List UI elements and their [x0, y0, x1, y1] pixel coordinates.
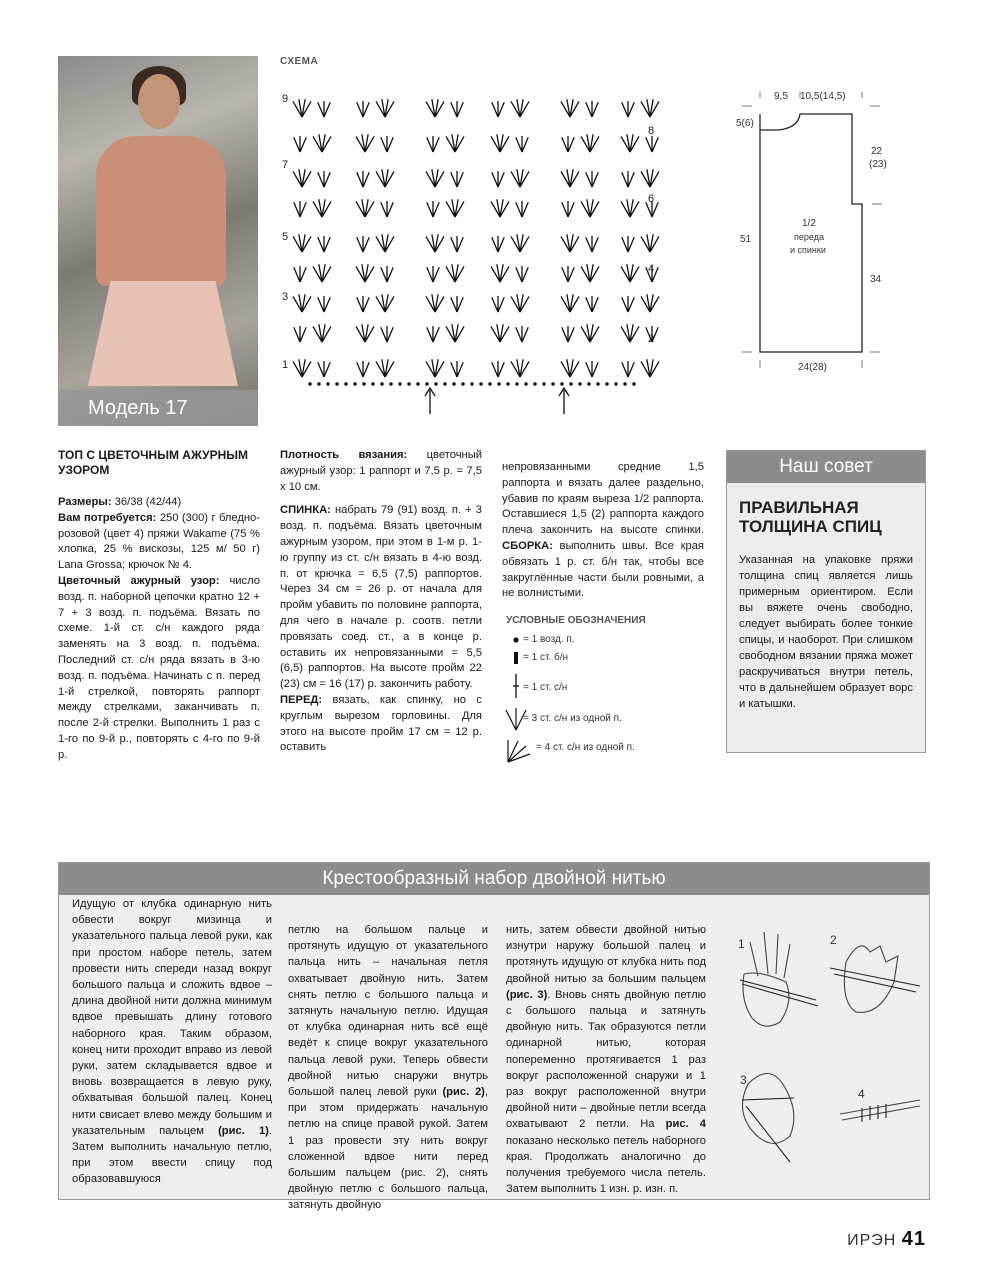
model-top [96, 136, 226, 286]
sizes-label: Размеры: [58, 496, 112, 508]
needle-4-icon [840, 1100, 920, 1120]
pattern-top-right: 10,5(14,5) [800, 91, 846, 102]
row-number-left: 5 [282, 231, 289, 243]
magazine-name: ИРЭН [847, 1232, 897, 1249]
assembly-text: выполнить швы. Все края обвязать 1 р. ст. б/н так, чтобы все закруглённые части были ровными, а не волнистыми. [502, 539, 704, 600]
photo-caption: Модель 17 [58, 390, 258, 426]
row-number-left: 7 [282, 159, 289, 171]
density-label: Плотность вязания: [280, 449, 408, 461]
back-text: набрать 79 (91) возд. п. + 3 возд. п. подъёма. Вязать цветочным ажурным узором, при этом в 1-м р. 1-ю группу из ст. с/н вязать в 4-ю возд. п. от крючка = 6,5 (7,5) раппортов. Через 34 см = 26 р. от начала для пройм убавить по половине раппорта, для чего в начале р. соотв. петли провязать соед. ст., а в конце р. оставить их непровязанными = 5,5 (6,5) раппортов. На высоте пройм 22 (23) см = 16 (17) р. закончить работу. [280, 504, 482, 691]
tip-header: Наш совет [727, 451, 925, 483]
row-number-right: 6 [648, 193, 655, 205]
sc-symbol [514, 652, 518, 664]
assembly-label: СБОРКА: [502, 539, 553, 552]
bottom-col2: петлю на большом пальце и протянуть идущую от указательного пальца нить – начальная петля охватывает двойную нить. Затем снять петлю с большого пальца и затянуть начальную петлю. Идущая от клубка одинарная нить всё ещё ведёт к спице вокруг указательного пальца левой руки. Теперь обвести двойной нитью снаружи внутрь большой палец левой руки (рис. 2), при этом придержать начальную петлю на спице правой рукой. Затем 1 раз провести эту нить вокруг сложенной вдвое нити перед большим пальцем (рис. 2), снять двойную петлю с большого пальца, затянуть двойную [288, 924, 488, 1212]
pattern-center-1: 1/2 [802, 218, 816, 229]
pattern-neck-depth: 5(6) [736, 118, 754, 129]
page-footer [847, 1228, 926, 1251]
hand-1-icon [743, 932, 790, 1026]
pattern-width: 24(28) [798, 362, 827, 373]
row-number-right: 4 [648, 263, 655, 275]
fig-4-label: 4 [858, 1087, 865, 1101]
pattern-armhole: 22 [871, 146, 883, 157]
hand-2-icon [844, 946, 898, 1013]
col3-text: непровязанными средние 1,5 раппорта и вязать далее раздельно, убавив по краям выреза 1/2 раппорта. Оставшиеся 1,5 (2) раппорта каждого плеча закончить на высоте спинки. [502, 461, 704, 537]
dc-symbol [513, 674, 519, 698]
legend-symbols [504, 630, 540, 765]
row-number-right: 8 [648, 125, 655, 137]
sizes-text: 36/38 (42/44) [111, 496, 182, 508]
svg-text:(23): (23) [869, 159, 887, 170]
row-number-right: 2 [648, 333, 655, 345]
tip-title: ПРАВИЛЬНАЯ ТОЛЩИНА СПИЦ [739, 498, 882, 536]
front-text: вязать, как спинку, но с круглым вырезом горловины. Для этого на высоте пройм 17 см = 12 р. оставить [280, 693, 482, 754]
legend-title: УСЛОВНЫЕ ОБОЗНАЧЕНИЯ [506, 615, 646, 626]
fig-1-label: 1 [738, 937, 745, 951]
legend-item-3: = 1 ст. с/н [523, 682, 568, 693]
front-label: ПЕРЕД: [280, 693, 323, 706]
row-number-left: 9 [282, 93, 289, 105]
pattern-diagram [730, 86, 900, 376]
pattern-top-left: 9,5 [774, 91, 788, 102]
legend-item-5: = 4 ст. с/н из одной п. [536, 742, 635, 753]
need-label: Вам потребуется: [58, 511, 157, 524]
tip-text: Указанная на упаковке пряжи толщина спиц является лишь примерным ориентиром. Если вы вяжете очень свободно, следует выбирать более тонкие спицы, и наоборот. При слишком свободном вязании пряжа может раскручиваться внутри петель, что в дальнейшем образует ворс и катышки. [739, 554, 913, 710]
back-label: СПИНКА: [280, 504, 331, 517]
bottom-col1: Идущую от клубка одинарную нить обвести вокруг мизинца и указательного пальца левой руки, как при простом наборе петель, затем провести нить спереди назад вокруг большого пальца и сложить вдвое – длина двойной нити должна минимум вдвое превышать длину готового наборного края. Таким образом, конец нити проходит вправо из левой руки, затем складывается вдвое и вновь возвращается в левую руку, обхватывая большой палец. Конец нити свисает влево между большим и указательным пальцем (рис. 1). Затем выполнить начальную петлю, при этом ввести спицу под образовавшуюся [72, 898, 272, 1186]
schema-label: СХЕМА [280, 56, 319, 67]
cast-on-header: Крестообразный набор двойной нитью [59, 863, 929, 895]
article-title: ТОП С ЦВЕТОЧНЫМ АЖУРНЫМ УЗОРОМ [58, 448, 248, 477]
bottom-col3: нить, затем обвести двойной нитью изнутри наружу большой палец и протянуть идущую от клубка нить под двойной нитью за большим пальцем (рис. 3). Вновь снять двойную петлю с большого пальца и затянуть двойную нить. Так образуются петли одинарной нитью, которая попеременно протягивается 1 раз вокруг расположенной снаружи и 1 раз вокруг расположенной внутри двойной нити – двойные петли всегда охватывают 2 петли. На рис. 4 показано несколько петель наборного края. Продолжать аналогично до получения требуемого числа петель. Затем выполнить 1 изн. р. изн. п. [506, 924, 706, 1196]
crochet-schema [280, 78, 660, 418]
pattern-side: 34 [870, 274, 882, 285]
pattern-center-2: переда [794, 232, 824, 242]
fig-3-label: 3 [740, 1073, 747, 1087]
hand-3-icon [742, 1073, 793, 1143]
model-head [138, 74, 180, 129]
row-number-left: 1 [282, 359, 289, 371]
dc4-symbol [508, 740, 530, 762]
pattern-full-length: 51 [740, 234, 752, 245]
page-number: 41 [901, 1228, 926, 1250]
legend-item-2: = 1 ст. б/н [523, 652, 569, 663]
pattern-text: число возд. п. наборной цепочки кратно 12 + 7 + 3 возд. п. подъёма. Вязать по схеме. 1-й ст. с/н каждого ряда заменять на 3 возд. п. подъёма. Последний ст. с/н ряда вязать в 3-ю возд. п. подъёма. Начинать с п. перед 1-й стрелкой, повторять раппорт между стрелками, заканчивать п. после 2-й стрелки. Выполнить 1 раз с 1-го по 9-й р., повторять с 4-го по 9-й р. [58, 574, 260, 761]
need-text: 250 (300) г бледно-розовой (цвет 4) пряжи Wakame (75 % хлопка, 25 % вискозы, 125 м/ 50 г) Lana Grossa; крючок № 4. [58, 511, 261, 572]
pattern-center-3: и спинки [790, 245, 826, 255]
model-skirt [88, 281, 238, 386]
fig-2-label: 2 [830, 933, 837, 947]
density-text: цветочный ажурный узор: 1 раппорт и 7,5 р. = 7,5 х 10 см. [280, 449, 482, 493]
col2 [280, 448, 482, 756]
model-photo [58, 56, 258, 426]
legend-item-1: = 1 возд. п. [523, 634, 575, 645]
chain-symbol [513, 637, 518, 642]
thread-1 [740, 980, 818, 1006]
hands-illustrations [730, 922, 920, 1182]
pattern-label: Цветочный ажурный узор: [58, 574, 220, 587]
tip-box [726, 450, 926, 753]
col3 [502, 460, 704, 602]
col1 [58, 448, 260, 764]
row-number-left: 3 [282, 291, 289, 303]
legend-item-4: = 3 ст. с/н из одной п. [523, 713, 622, 724]
